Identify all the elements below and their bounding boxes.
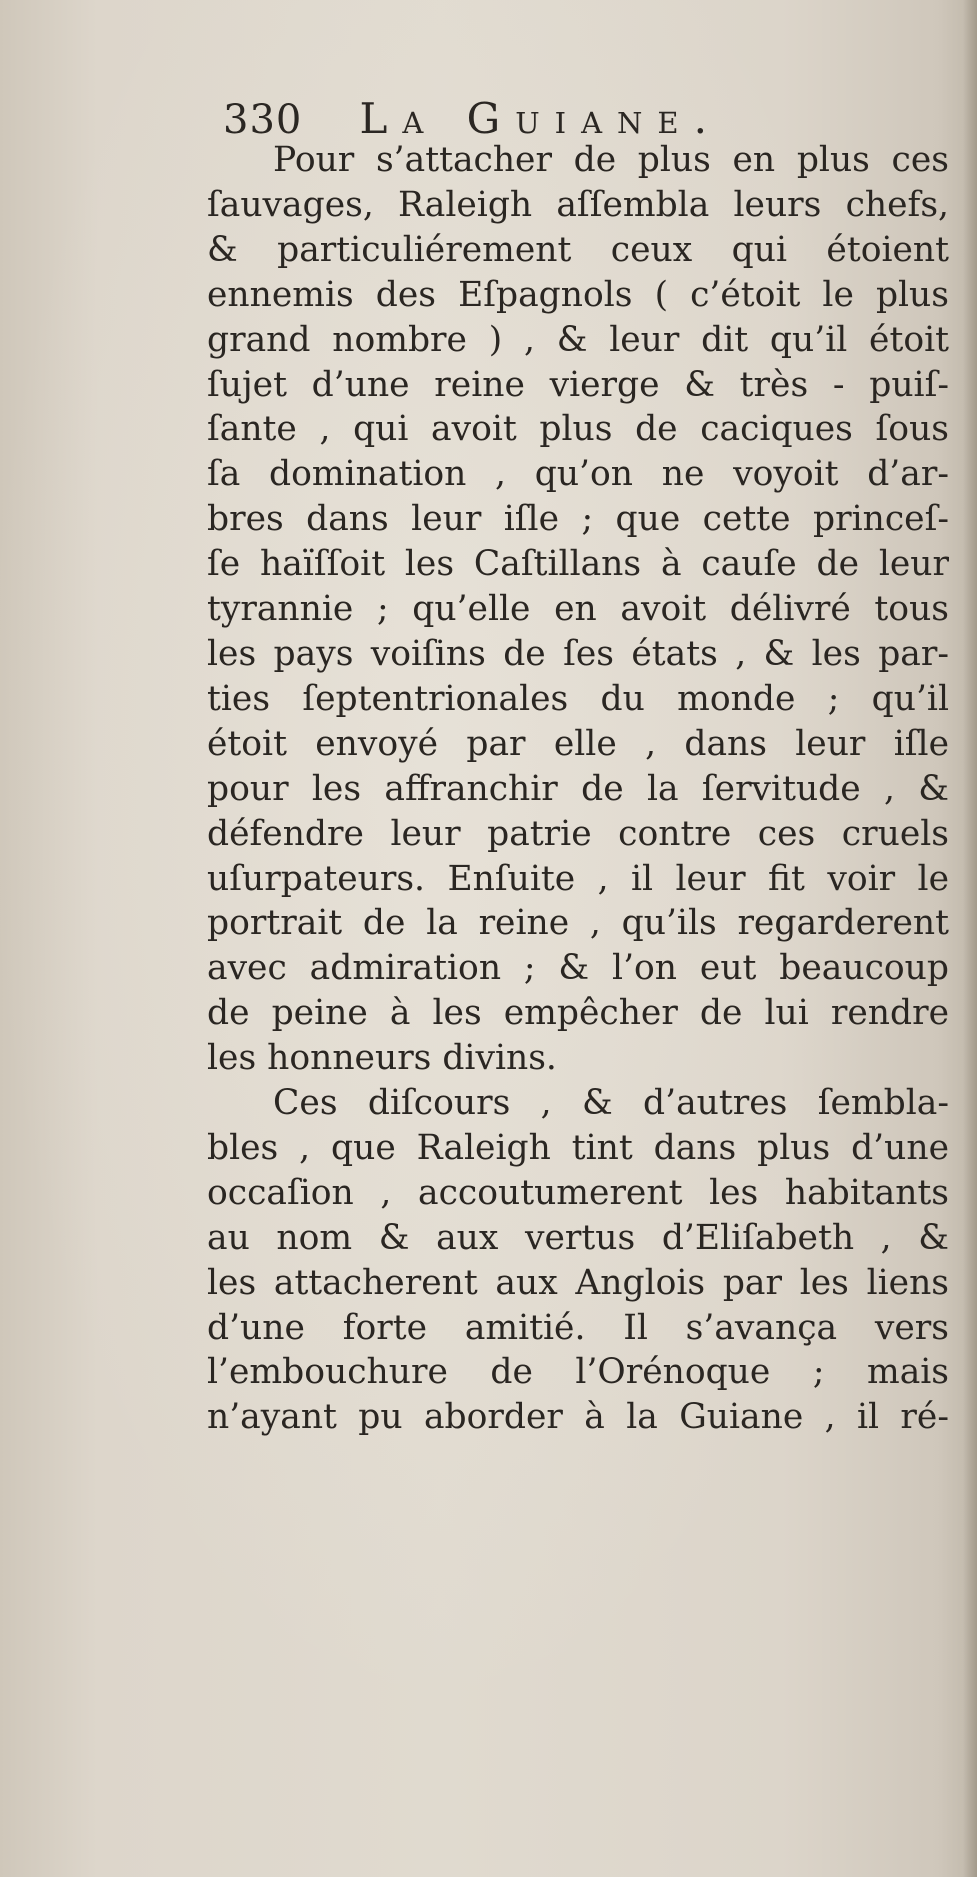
text-line: bres dans leur iſle ; que cette princeſ- [207, 499, 949, 540]
text-line: portrait de la reine , qu’ils regarderent [207, 903, 949, 944]
text-line: uſurpateurs. Enſuite , il leur fit voir le [207, 858, 949, 899]
text-line: au nom & aux vertus d’Eliſabeth , & [207, 1217, 949, 1258]
text-line: grand nombre ) , & leur dit qu’il étoit [207, 319, 949, 360]
text-line: Ces diſcours , & d’autres ſembla- [273, 1083, 949, 1124]
running-title: La Guiane. [359, 94, 722, 143]
page-header [223, 94, 722, 143]
text-line: défendre leur patrie contre ces cruels [207, 813, 949, 854]
paragraph-1 [207, 138, 949, 1081]
text-line: l’embouchure de l’Orénoque ; mais [207, 1352, 949, 1393]
text-line: n’ayant pu aborder à la Guiane , il ré- [207, 1397, 949, 1438]
paragraph-2 [207, 1081, 949, 1440]
text-line: étoit envoyé par elle , dans leur iſle [207, 723, 949, 764]
text-line: tyrannie ; qu’elle en avoit délivré tous [207, 589, 949, 630]
text-line: ſauvages, Raleigh aſſembla leurs chefs, [207, 184, 949, 225]
text-line: & particuliérement ceux qui étoient [207, 229, 949, 270]
text-line: d’une forte amitié. Il s’avança vers [207, 1307, 949, 1348]
body-text [207, 138, 949, 1440]
text-line: bles , que Raleigh tint dans plus d’une [207, 1127, 949, 1168]
text-line: occaſion , accoutumerent les habitants [207, 1172, 949, 1213]
text-line: avec admiration ; & l’on eut beaucoup [207, 948, 949, 989]
text-line: ſa domination , qu’on ne voyoit d’ar- [207, 454, 949, 495]
text-line: ennemis des Eſpagnols ( c’étoit le plus [207, 274, 949, 315]
text-line: les honneurs divins. [207, 1038, 557, 1079]
text-line: ſe haïſſoit les Caſtillans à cauſe de leur [207, 544, 949, 585]
page-number: 330 [223, 97, 303, 143]
text-line: ſujet d’une reine vierge & très - puiſ- [207, 364, 949, 405]
page-gutter-shadow [963, 0, 977, 1877]
text-line: les pays voiſins de ſes états , & les par- [207, 633, 949, 674]
text-line: pour les affranchir de la ſervitude , & [207, 768, 949, 809]
text-line: ſante , qui avoit plus de caciques ſous [207, 409, 949, 450]
text-line: les attacherent aux Anglois par les liens [207, 1262, 949, 1303]
text-line: Pour s’attacher de plus en plus ces [273, 140, 949, 180]
text-line: de peine à les empêcher de lui rendre [207, 993, 949, 1034]
text-line: ties ſeptentrionales du monde ; qu’il [207, 678, 949, 719]
